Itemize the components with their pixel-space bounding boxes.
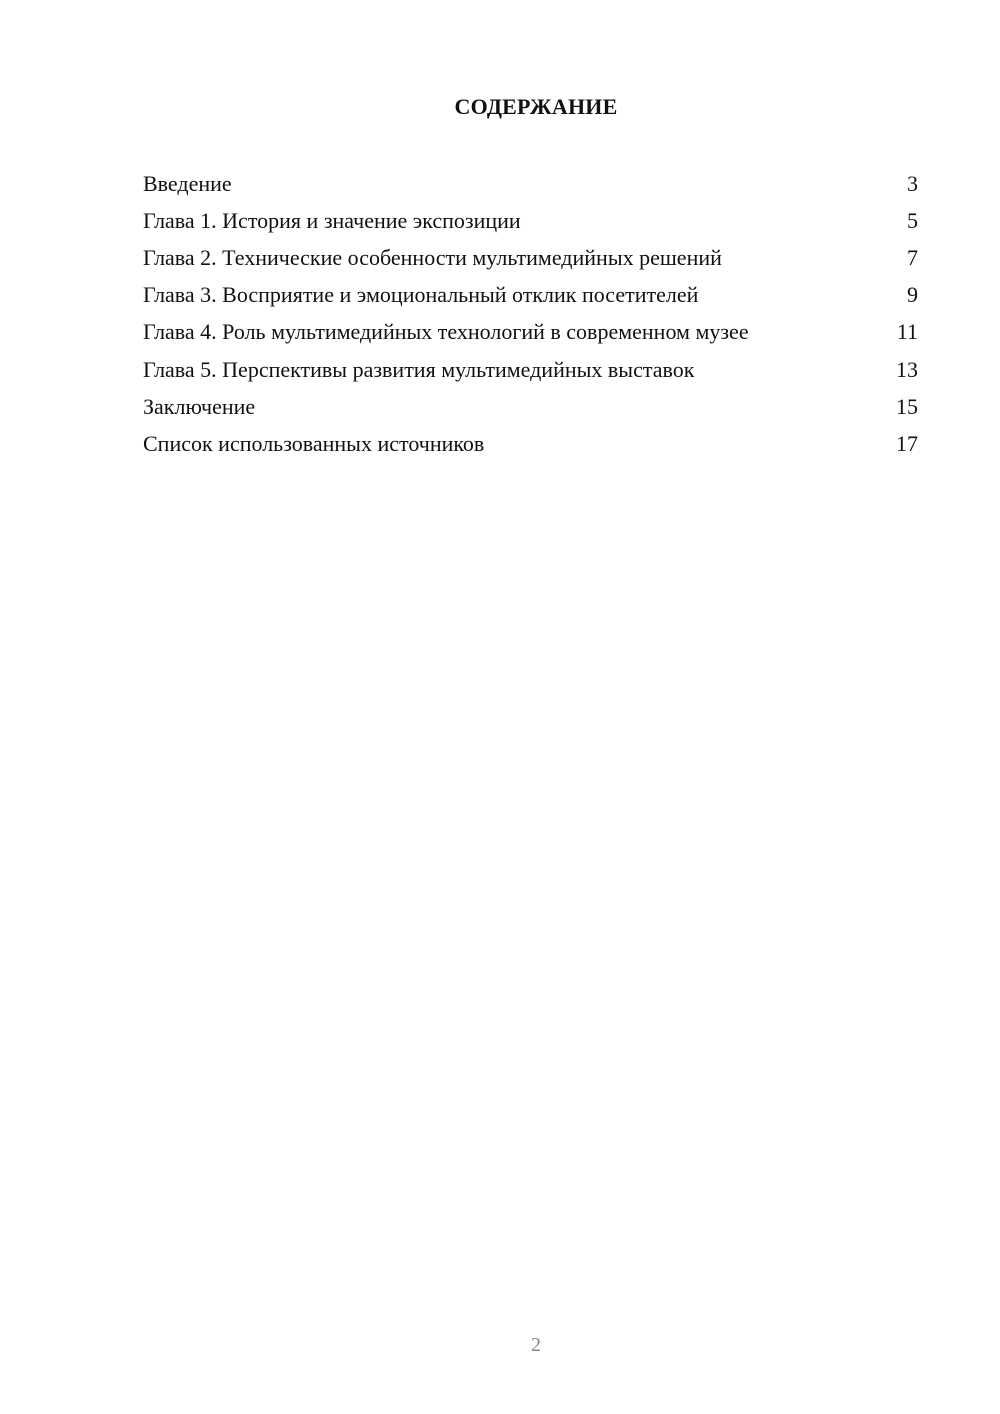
- toc-entry-introduction: [143, 170, 918, 198]
- table-of-contents: [143, 170, 918, 458]
- toc-entry-page: 17: [896, 431, 918, 456]
- toc-entry-title: Список использованных источников: [143, 431, 485, 456]
- toc-entry-chapter-3: [143, 281, 918, 309]
- toc-entry-chapter-2: [143, 244, 918, 272]
- toc-entry-page: 11: [896, 319, 918, 344]
- toc-entry-title: Введение: [143, 171, 232, 196]
- toc-entry-references: [143, 430, 918, 458]
- toc-entry-page: 15: [896, 394, 918, 419]
- toc-entry-title: Глава 4. Роль мультимедийных технологий в современном музее: [143, 319, 749, 344]
- page-title: СОДЕРЖАНИЕ: [454, 94, 618, 119]
- page-number: 2: [531, 1334, 541, 1356]
- toc-entry-page: 3: [907, 171, 918, 196]
- toc-entry-conclusion: [143, 393, 918, 421]
- toc-entry-chapter-1: [143, 207, 918, 235]
- toc-entry-title: Глава 3. Восприятие и эмоциональный отклик посетителей: [143, 282, 699, 307]
- toc-entry-chapter-4: [143, 318, 918, 346]
- toc-entry-title: Глава 2. Технические особенности мультимедийных решений: [143, 245, 722, 270]
- toc-entry-page: 9: [907, 282, 918, 307]
- toc-entry-title: Глава 1. История и значение экспозиции: [143, 208, 521, 233]
- toc-entry-chapter-5: [143, 356, 918, 384]
- toc-entry-page: 13: [896, 357, 918, 382]
- toc-entry-page: 7: [907, 245, 918, 270]
- toc-entry-title: Заключение: [143, 394, 256, 419]
- toc-entry-page: 5: [907, 208, 918, 233]
- toc-entry-title: Глава 5. Перспективы развития мультимедийных выставок: [143, 357, 695, 382]
